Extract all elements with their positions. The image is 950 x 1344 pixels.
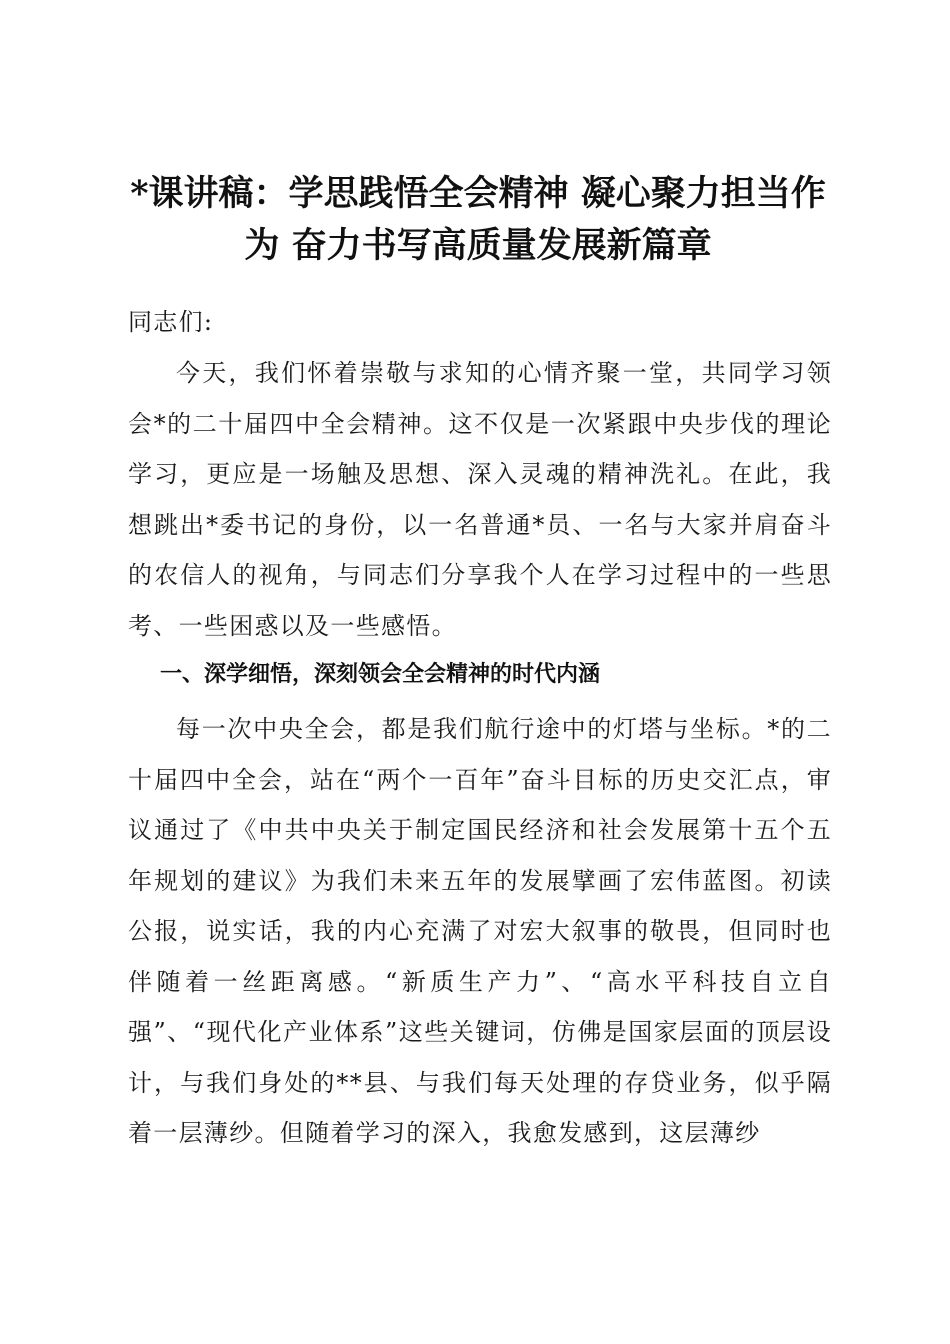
document-title xyxy=(118,168,838,272)
section-heading-1: 一、深学细悟，深刻领会全会精神的时代内涵 xyxy=(160,662,601,687)
paragraph-section-1: 每一次中央全会，都是我们航行途中的灯塔与坐标。*的二十届四中全会，站在“两个一百年”奋斗目标的历史交汇点，审议通过了《中共中央关于制定国民经济和社会发展第十五个五年规划的建议》为我们未来五年的发展擘画了宏伟蓝图。初读公报，说实话，我的内心充满了对宏大叙事的敬畏，但同时也伴随着一丝距离感。“新质生产力”、“高水平科技自立自强”、“现代化产业体系”这些关键词，仿佛是国家层面的顶层设计，与我们身处的**县、与我们每天处理的存贷业务，似乎隔着一层薄纱。但随着学习的深入，我愈发感到，这层薄纱 xyxy=(128,715,832,1147)
title-line-1: *课讲稿：学思践悟全会精神 凝心聚力担当作 xyxy=(130,173,826,214)
salutation: 同志们: xyxy=(128,308,214,336)
paragraph-intro: 今天，我们怀着崇敬与求知的心情齐聚一堂，共同学习领会*的二十届四中全会精神。这不仅是一次紧跟中央步伐的理论学习，更应是一场触及思想、深入灵魂的精神洗礼。在此，我想跳出*委书记的身份，以一名普通*员、一名与大家并肩奋斗的农信人的视角，与同志们分享我个人在学习过程中的一些思考、一些困惑以及一些感悟。 xyxy=(128,359,832,640)
title-line-2: 为 奋力书写高质量发展新篇章 xyxy=(244,225,712,266)
